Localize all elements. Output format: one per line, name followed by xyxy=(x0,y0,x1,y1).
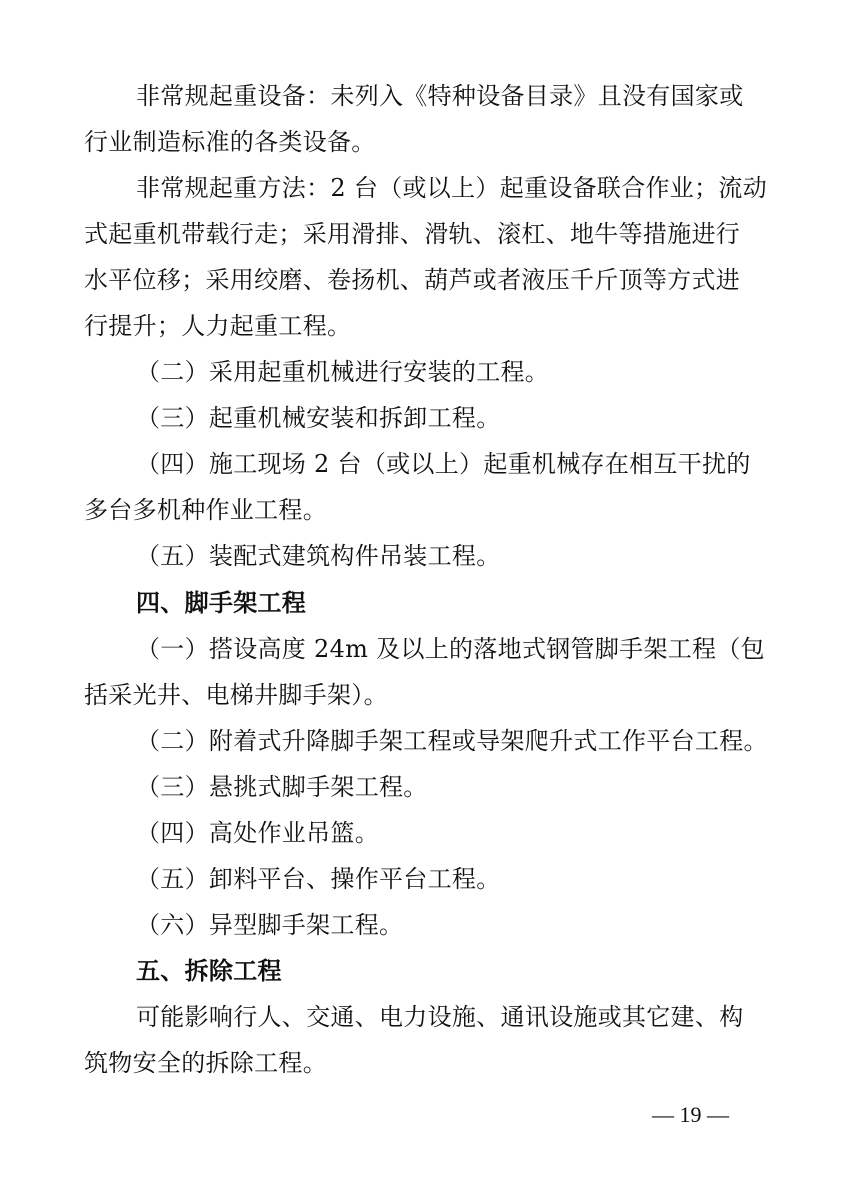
paragraph-line: 可能影响行人、交通、电力设施、通讯设施或其它建、构 xyxy=(136,1003,744,1031)
list-item: （四）施工现场 2 台（或以上）起重机械存在相互干扰的 xyxy=(136,450,751,478)
list-item: （四）高处作业吊篮。 xyxy=(136,819,379,847)
list-item: （六）异型脚手架工程。 xyxy=(136,911,404,939)
paragraph-line: 多台多机种作业工程。 xyxy=(84,496,327,524)
list-item: （二）采用起重机械进行安装的工程。 xyxy=(136,358,550,386)
paragraph-line: 非常规起重方法：2 台（或以上）起重设备联合作业；流动 xyxy=(136,174,767,202)
list-item: （五）装配式建筑构件吊装工程。 xyxy=(136,542,501,570)
paragraph-line: 筑物安全的拆除工程。 xyxy=(84,1049,327,1077)
section-heading: 四、脚手架工程 xyxy=(136,589,307,617)
paragraph-line: 括采光井、电梯井脚手架）。 xyxy=(84,681,388,709)
paragraph-line: 行业制造标准的各类设备。 xyxy=(84,128,376,156)
list-item: （三）起重机械安装和拆卸工程。 xyxy=(136,404,501,432)
section-heading: 五、拆除工程 xyxy=(136,957,282,985)
list-item: （三）悬挑式脚手架工程。 xyxy=(136,773,428,801)
page-number: — 19 — xyxy=(652,1102,729,1127)
paragraph-line: 行提升；人力起重工程。 xyxy=(84,312,352,340)
list-item: （二）附着式升降脚手架工程或导架爬升式工作平台工程。 xyxy=(136,727,768,755)
paragraph-line: 水平位移；采用绞磨、卷扬机、葫芦或者液压千斤顶等方式进 xyxy=(84,266,741,294)
paragraph-line: 式起重机带载行走；采用滑排、滑轨、滚杠、地牛等措施进行 xyxy=(84,220,741,248)
list-item: （五）卸料平台、操作平台工程。 xyxy=(136,865,501,893)
list-item: （一）搭设高度 24m 及以上的落地式钢管脚手架工程（包 xyxy=(136,635,765,663)
paragraph-line: 非常规起重设备：未列入《特种设备目录》且没有国家或 xyxy=(136,82,744,110)
